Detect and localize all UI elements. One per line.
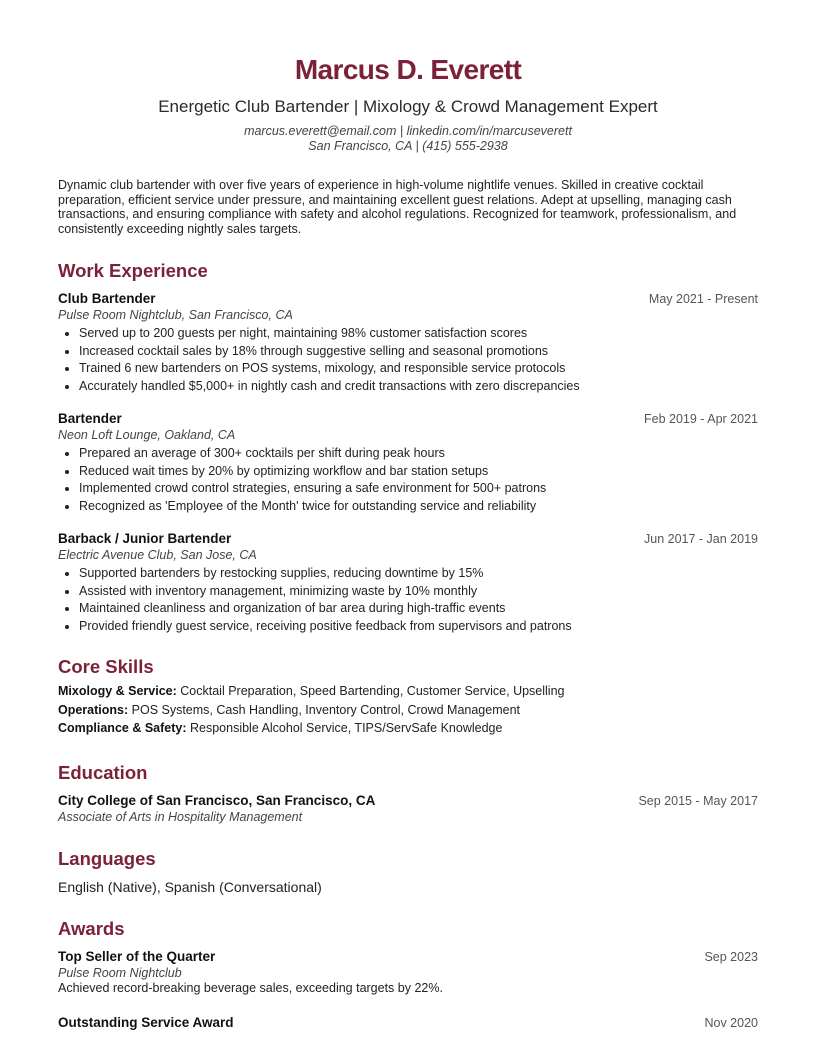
list-item: • Maintained cleanliness and organization of bar area during high-traffic events bbox=[79, 600, 758, 618]
education-section bbox=[58, 762, 758, 825]
entry-header bbox=[58, 949, 758, 964]
award-date: Nov 2020 bbox=[704, 1015, 758, 1030]
skill-values: Cocktail Preparation, Speed Bartending, Customer Service, Upselling bbox=[176, 684, 565, 698]
list-item: • Reduced wait times by 20% by optimizing workflow and bar station setups bbox=[79, 463, 758, 481]
responsibility-list bbox=[58, 445, 758, 515]
section-title-awards: Awards bbox=[58, 917, 125, 939]
school-name: City College of San Francisco, San Francisco, CA bbox=[58, 792, 376, 808]
skill-row bbox=[58, 682, 758, 701]
job-title: Barback / Junior Bartender bbox=[58, 531, 232, 546]
education-dates: Sep 2015 - May 2017 bbox=[638, 793, 758, 808]
languages-list: English (Native), Spanish (Conversational) bbox=[58, 878, 322, 895]
professional-summary: Dynamic club bartender with over five years of experience in high-volume nightlife venues. Skilled in creative cocktail preparation, efficient service under pressure, and maintaining excellent guest relations. Adept at upselling, managing cash transactions, and ensuring compliance with safety and alcohol regulations. Recognized for teamwork, professionalism, and consistently exceeding nightly sales targets. bbox=[58, 178, 737, 236]
list-item: • Assisted with inventory management, minimizing waste by 10% monthly bbox=[79, 583, 758, 601]
list-item: • Accurately handled $5,000+ in nightly cash and credit transactions with zero discrepancies bbox=[79, 378, 758, 396]
contact-line-location-phone: San Francisco, CA | (415) 555-2938 bbox=[308, 139, 508, 153]
award-organization: Pulse Room Nightclub bbox=[58, 965, 182, 980]
skill-row bbox=[58, 719, 758, 738]
entry-header bbox=[58, 793, 758, 808]
awards-section bbox=[58, 918, 758, 1030]
employer: Electric Avenue Club, San Jose, CA bbox=[58, 548, 257, 562]
job-dates: Feb 2019 - Apr 2021 bbox=[644, 412, 758, 426]
job-dates: May 2021 - Present bbox=[648, 292, 758, 306]
skill-values: Responsible Alcohol Service, TIPS/ServSafe Knowledge bbox=[186, 721, 503, 735]
award-entry bbox=[58, 949, 758, 996]
list-item: • Increased cocktail sales by 18% through suggestive selling and seasonal promotions bbox=[79, 343, 758, 361]
responsibility-list bbox=[58, 325, 758, 395]
list-item: • Prepared an average of 300+ cocktails per shift during peak hours bbox=[79, 445, 758, 463]
employer: Neon Loft Lounge, Oakland, CA bbox=[58, 428, 236, 442]
award-entry bbox=[58, 1015, 758, 1030]
entry-header bbox=[58, 291, 758, 306]
experience-entry bbox=[58, 411, 758, 515]
core-skills-section bbox=[58, 656, 758, 738]
education-entry bbox=[58, 793, 758, 825]
section-title-languages: Languages bbox=[58, 847, 156, 869]
skill-category: Mixology & Service: bbox=[58, 684, 177, 698]
skill-values: POS Systems, Cash Handling, Inventory Control, Crowd Management bbox=[128, 702, 520, 717]
list-item: • Trained 6 new bartenders on POS systems, mixology, and responsible service protocols bbox=[79, 360, 758, 378]
section-title-core-skills: Core Skills bbox=[58, 656, 154, 677]
list-item: • Implemented crowd control strategies, ensuring a safe environment for 500+ patrons bbox=[79, 480, 758, 498]
section-title-education: Education bbox=[58, 761, 148, 783]
experience-entry bbox=[58, 291, 758, 395]
award-title: Top Seller of the Quarter bbox=[58, 948, 216, 964]
entry-header bbox=[58, 1015, 758, 1030]
candidate-name: Marcus D. Everett bbox=[294, 54, 522, 85]
entry-header bbox=[58, 411, 758, 426]
award-title: Outstanding Service Award bbox=[58, 1014, 234, 1030]
responsibility-list bbox=[58, 565, 758, 635]
job-dates: Jun 2017 - Jan 2019 bbox=[644, 532, 758, 546]
job-title: Club Bartender bbox=[58, 291, 156, 306]
list-item: • Recognized as 'Employee of the Month' twice for outstanding service and reliability bbox=[79, 498, 758, 516]
entry-header bbox=[58, 531, 758, 546]
skill-row bbox=[58, 701, 758, 720]
headline: Energetic Club Bartender | Mixology & Crowd Management Expert bbox=[158, 97, 658, 116]
job-title: Bartender bbox=[58, 411, 122, 426]
skills-list bbox=[58, 682, 758, 738]
contact-info bbox=[58, 124, 758, 154]
languages-section bbox=[58, 848, 758, 895]
award-date: Sep 2023 bbox=[704, 949, 758, 964]
resume-header bbox=[58, 0, 758, 154]
work-experience-section bbox=[58, 260, 758, 635]
list-item: • Provided friendly guest service, receiving positive feedback from supervisors and patrons bbox=[79, 618, 758, 636]
award-description: Achieved record-breaking beverage sales, exceeding targets by 22%. bbox=[58, 980, 443, 995]
contact-line-email-linkedin: marcus.everett@email.com | linkedin.com/in/marcuseverett bbox=[244, 124, 572, 138]
skill-category: Operations: bbox=[58, 702, 129, 717]
employer: Pulse Room Nightclub, San Francisco, CA bbox=[58, 308, 293, 322]
list-item: • Served up to 200 guests per night, maintaining 98% customer satisfaction scores bbox=[79, 325, 758, 343]
experience-entry bbox=[58, 531, 758, 635]
list-item: • Supported bartenders by restocking supplies, reducing downtime by 15% bbox=[79, 565, 758, 583]
skill-category: Compliance & Safety: bbox=[58, 721, 187, 735]
degree: Associate of Arts in Hospitality Management bbox=[58, 809, 303, 824]
section-title-work-experience: Work Experience bbox=[58, 260, 208, 281]
